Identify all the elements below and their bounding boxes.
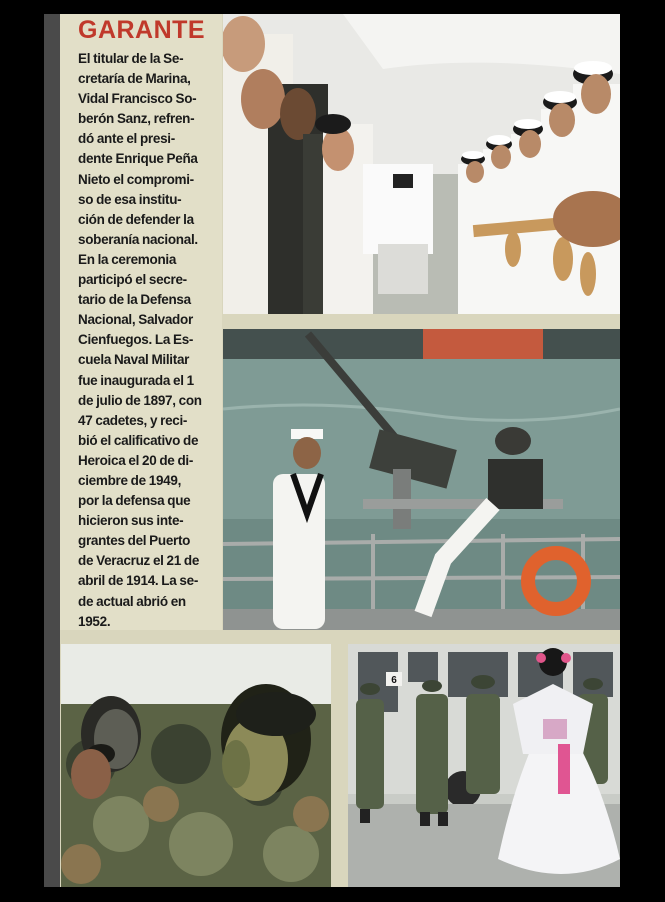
photo-ceremony (223, 14, 620, 314)
photo-camo (61, 644, 331, 887)
gutter-bar (44, 14, 60, 887)
article-headline: GARANTE (78, 16, 206, 44)
photo-dancer (348, 644, 620, 887)
article-body: El titular de la Se- cretaría de Marina, Vidal Francisco So- berón Sanz, refren- dó ante el presi- dente Enrique Peña Nieto el compromi- so de esa institu- ción de defender la soberanía nacional. En la ceremonia participó el secre- tario de la Defensa Nacional, Salvador Cienfuegos. La Es- cuela Naval Militar fue inaugurada el 1 de julio de 1897, con 47 cadetes, y reci- bió el calificativo de Heroica el 20 de di- ciembre de 1949, por la defensa que hicieron sus inte- grantes del Puerto de Veracruz el 21 de abril de 1914. La se- de actual abrió en 1952. (78, 51, 202, 629)
bus-number: 6 (391, 675, 397, 686)
photo-boat (223, 329, 620, 630)
